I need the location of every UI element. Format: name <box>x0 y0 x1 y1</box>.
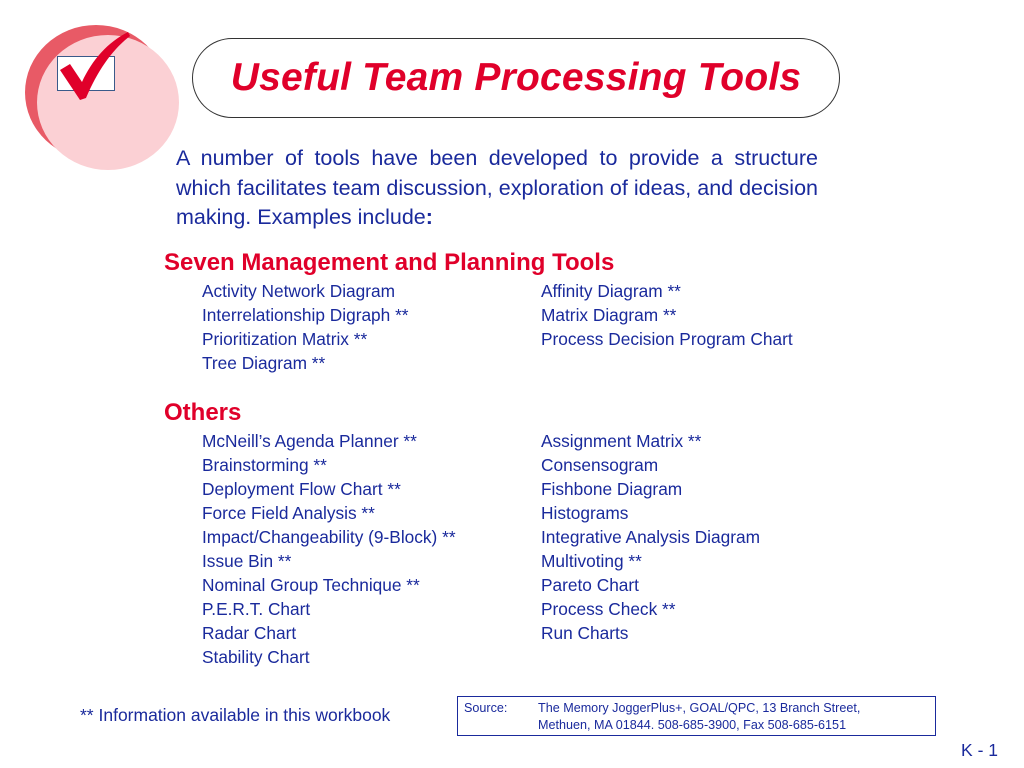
source-text <box>538 700 928 734</box>
list-item: Stability Chart <box>202 647 310 667</box>
checkmark-icon <box>52 30 132 105</box>
list-item: P.E.R.T. Chart <box>202 599 311 619</box>
management-tools-right-list <box>541 279 793 351</box>
section-heading-management-tools: Seven Management and Planning Tools <box>164 249 615 276</box>
title-banner <box>192 38 840 118</box>
list-item: Process Decision Program Chart <box>541 329 793 349</box>
list-item: Issue Bin ** <box>202 551 292 571</box>
page-number: K - 1 <box>961 740 998 760</box>
list-item: Radar Chart <box>202 623 297 643</box>
source-line: Methuen, MA 01844. 508-685-3900, Fax 508-685-6151 <box>538 718 847 732</box>
intro-paragraph <box>176 144 818 233</box>
list-item: Prioritization Matrix ** <box>202 329 368 349</box>
list-item: Fishbone Diagram <box>541 479 683 499</box>
list-item: Tree Diagram ** <box>202 353 326 373</box>
list-item: McNeill’s Agenda Planner ** <box>202 431 417 451</box>
list-item: Interrelationship Digraph ** <box>202 305 409 325</box>
intro-text: A number of tools have been developed to provide a structure which facilitates team discussion, exploration of ideas, and decision making. Examples include <box>176 146 818 229</box>
list-item: Run Charts <box>541 623 629 643</box>
list-item: Multivoting ** <box>541 551 642 571</box>
list-item: Affinity Diagram ** <box>541 281 681 301</box>
source-line: The Memory JoggerPlus+, GOAL/QPC, 13 Branch Street, <box>538 701 861 715</box>
list-item: Assignment Matrix ** <box>541 431 702 451</box>
source-label: Source: <box>464 701 508 715</box>
workbook-note: ** Information available in this workbook <box>80 705 391 725</box>
list-item: Force Field Analysis ** <box>202 503 375 523</box>
intro-colon: : <box>425 205 433 229</box>
list-item: Histograms <box>541 503 629 523</box>
list-item: Activity Network Diagram <box>202 281 396 301</box>
list-item: Matrix Diagram ** <box>541 305 677 325</box>
list-item: Nominal Group Technique ** <box>202 575 420 595</box>
management-tools-left-list <box>202 279 409 375</box>
list-item: Deployment Flow Chart ** <box>202 479 401 499</box>
list-item: Process Check ** <box>541 599 676 619</box>
list-item: Brainstorming ** <box>202 455 327 475</box>
section-heading-others: Others <box>164 399 242 426</box>
list-item: Consensogram <box>541 455 659 475</box>
page-title: Useful Team Processing Tools <box>230 56 802 99</box>
list-item: Integrative Analysis Diagram <box>541 527 760 547</box>
others-left-list <box>202 429 456 669</box>
source-box <box>457 696 936 736</box>
list-item: Pareto Chart <box>541 575 639 595</box>
others-right-list <box>541 429 760 645</box>
list-item: Impact/Changeability (9-Block) ** <box>202 527 456 547</box>
